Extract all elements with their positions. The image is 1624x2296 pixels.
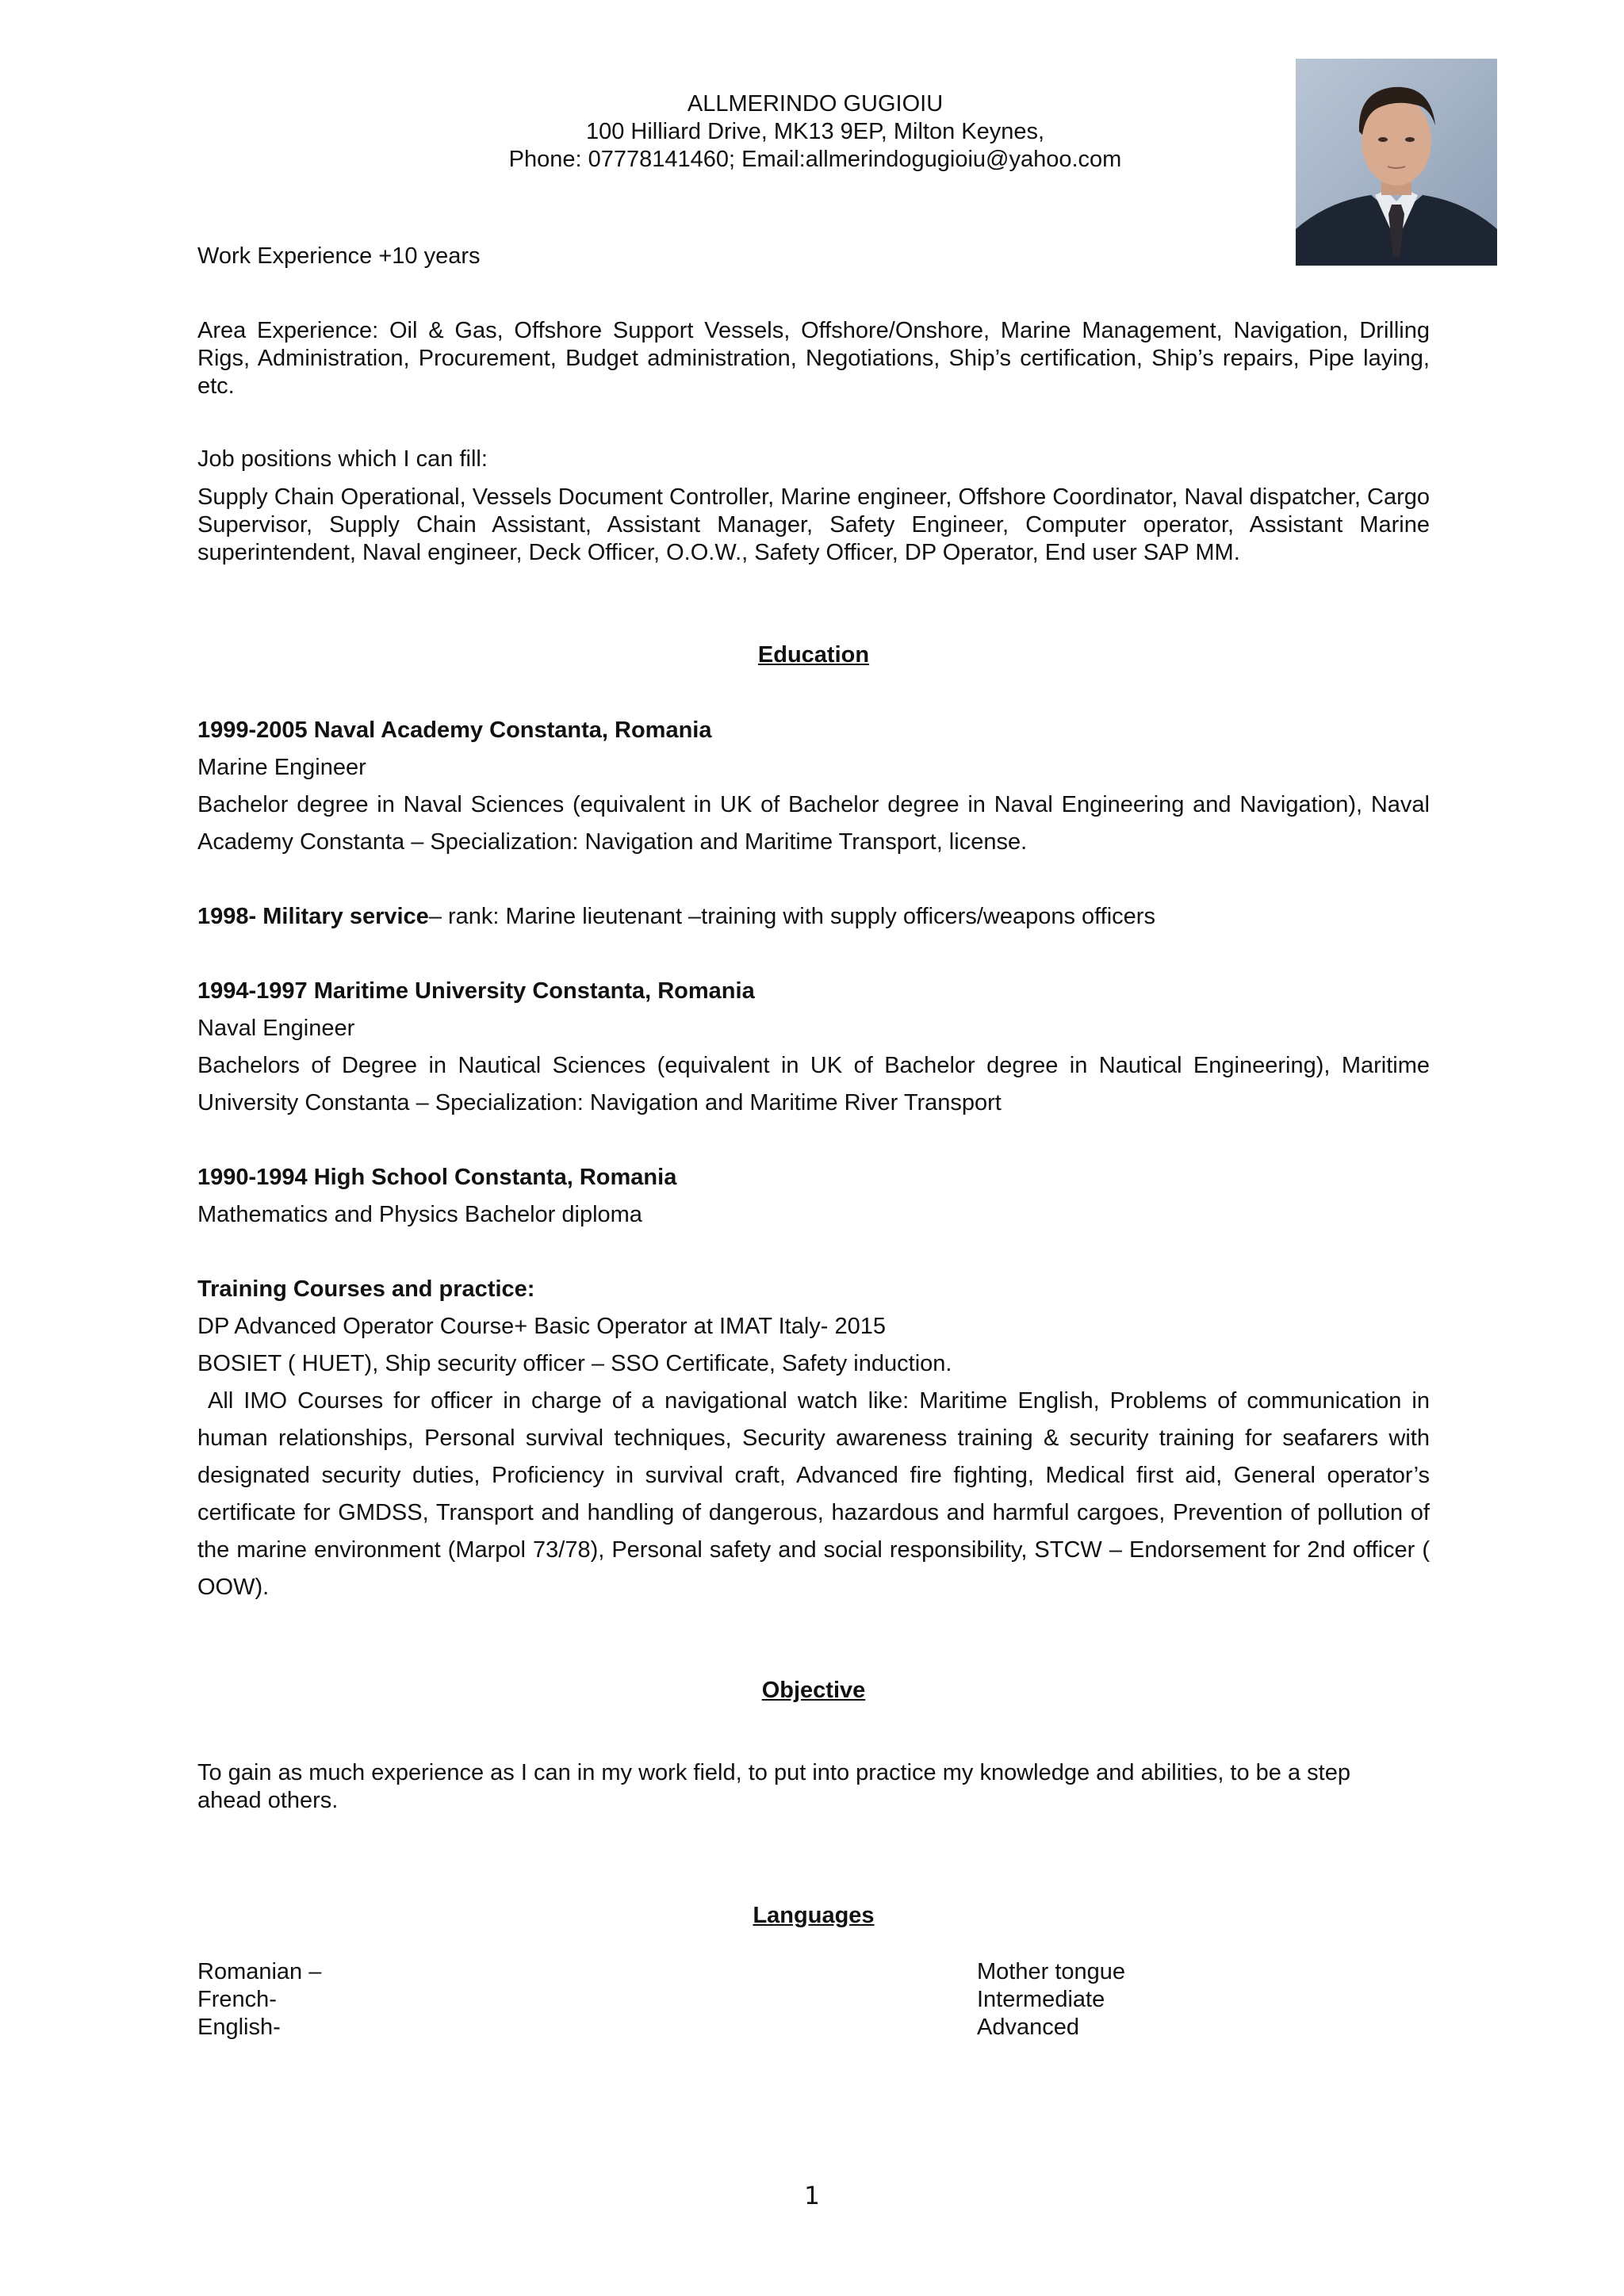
maritime-university-role: Naval Engineer xyxy=(197,1016,355,1041)
job-positions-title: Job positions which I can fill: xyxy=(197,446,488,472)
naval-academy-details: Bachelor degree in Naval Sciences (equivalent in UK of Bachelor degree in Naval Engineering and Navigation), Naval Academy Constanta – Specialization: Navigation and Maritime Transport, license. xyxy=(197,792,1430,855)
education-section xyxy=(197,712,1437,1606)
languages-heading: Languages xyxy=(753,1903,875,1928)
objective-text: To gain as much experience as I can in my work field, to put into practice my knowledge and abilities, to be a step ahead others. xyxy=(197,1760,1350,1813)
candidate-name: ALLMERINDO GUGIOIU xyxy=(687,91,944,117)
language-name: English- xyxy=(197,2015,281,2040)
naval-academy-role: Marine Engineer xyxy=(197,755,366,780)
language-row xyxy=(197,1986,1430,2014)
profile-photo xyxy=(1296,59,1497,266)
language-level: Mother tongue xyxy=(977,1959,1126,1984)
candidate-address: 100 Hilliard Drive, MK13 9EP, Milton Keynes, xyxy=(585,119,1045,144)
education-heading: Education xyxy=(757,642,870,668)
language-row xyxy=(197,2014,1430,2042)
contact-header xyxy=(444,90,1186,174)
high-school-heading: 1990-1994 High School Constanta, Romania xyxy=(197,1165,677,1190)
language-level: Advanced xyxy=(977,2015,1079,2040)
language-name: Romanian – xyxy=(197,1959,322,1984)
work-experience: Work Experience +10 years xyxy=(197,243,481,269)
military-details: – rank: Marine lieutenant –training with supply officers/weapons officers xyxy=(428,904,1155,929)
language-row xyxy=(197,1958,1430,1986)
language-level: Intermediate xyxy=(977,1987,1105,2012)
page-number: 1 xyxy=(804,2182,820,2210)
training-imo-courses: All IMO Courses for officer in charge of a navigational watch like: Maritime English, Problems of communication in human relationships, Personal survival techniques, Security awareness training & security training for seafarers with designated security duties, Proficiency in survival craft, Advanced fire fighting, Medical first aid, General operator’s certificate for GMDSS, Transport and handling of dangerous, hazardous and harmful cargoes, Prevention of pollution of the marine environment (Marpol 73/78), Personal safety and social responsibility, STCW – Endorsement for 2nd officer ( OOW). xyxy=(197,1388,1437,1600)
high-school-details: Mathematics and Physics Bachelor diploma xyxy=(197,1202,642,1227)
objective-heading: Objective xyxy=(761,1678,866,1703)
training-heading: Training Courses and practice: xyxy=(197,1276,535,1302)
training-bosiet: BOSIET ( HUET), Ship security officer – SSO Certificate, Safety induction. xyxy=(197,1351,952,1376)
maritime-university-heading: 1994-1997 Maritime University Constanta, Romania xyxy=(197,978,755,1004)
naval-academy-heading: 1999-2005 Naval Academy Constanta, Romania xyxy=(197,718,712,743)
language-name: French- xyxy=(197,1987,277,2012)
job-positions-list: Supply Chain Operational, Vessels Document Controller, Marine engineer, Offshore Coordinator, Naval dispatcher, Cargo Supervisor, Supply Chain Assistant, Assistant Manager, Safety Engineer, Computer operator, Assistant Marine superintendent, Naval engineer, Deck Officer, O.O.W., Safety Officer, DP Operator, End user SAP MM. xyxy=(197,484,1430,565)
military-heading: 1998- Military service xyxy=(197,904,429,929)
maritime-university-details: Bachelors of Degree in Nautical Sciences (equivalent in UK of Bachelor degree in Nautical Engineering), Maritime University Constanta – Specialization: Navigation and Maritime River Transport xyxy=(197,1053,1430,1115)
area-experience: Area Experience: Oil & Gas, Offshore Support Vessels, Offshore/Onshore, Marine Management, Navigation, Drilling Rigs, Administration, Procurement, Budget administration, Negotiations, Ship’s certification, Ship’s repairs, Pipe laying, etc. xyxy=(197,318,1430,399)
military-service xyxy=(197,898,1430,936)
candidate-contact: Phone: 07778141460; Email:allmerindogugioiu@yahoo.com xyxy=(508,147,1122,172)
training-dp-course: DP Advanced Operator Course+ Basic Operator at IMAT Italy- 2015 xyxy=(197,1314,887,1339)
